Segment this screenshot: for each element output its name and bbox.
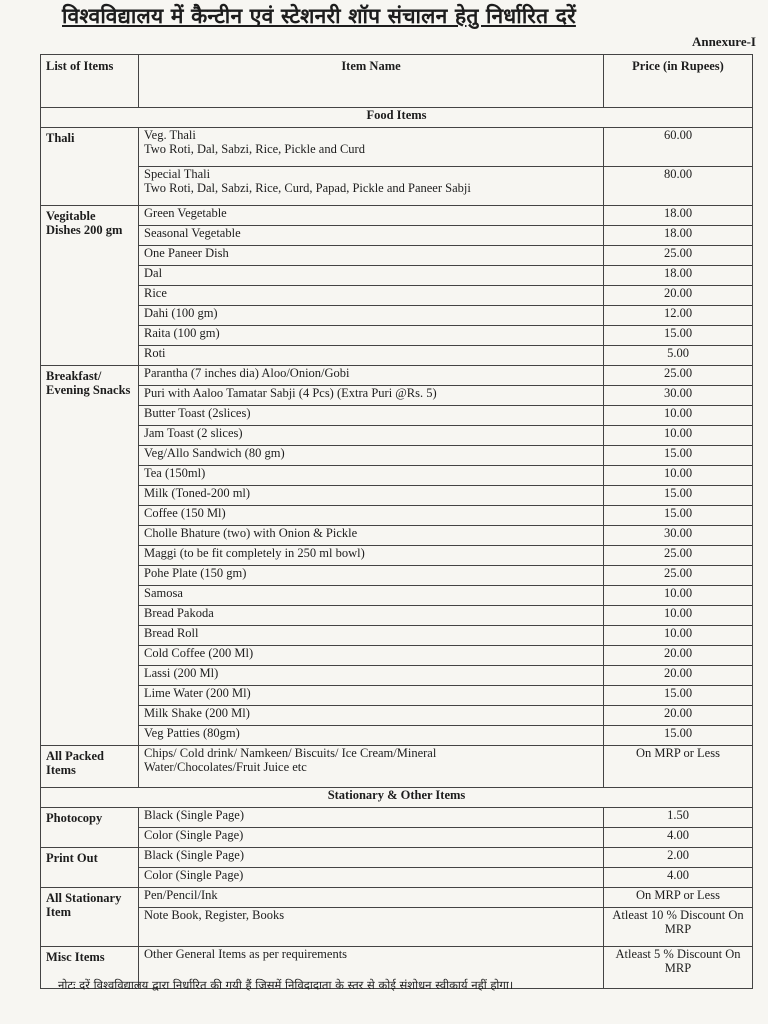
price-cell: 10.00 — [604, 606, 753, 626]
category-packed-items: All Packed Items — [41, 746, 139, 788]
table-row — [41, 426, 753, 446]
item-cell: Dal — [139, 266, 604, 286]
table-row — [41, 848, 753, 868]
item-cell: Maggi (to be fit completely in 250 ml bowl) — [139, 546, 604, 566]
table-row — [41, 406, 753, 426]
category-print-out: Print Out — [41, 848, 139, 888]
price-cell: 15.00 — [604, 446, 753, 466]
table-row — [41, 446, 753, 466]
price-cell: 15.00 — [604, 486, 753, 506]
item-cell: Cold Coffee (200 Ml) — [139, 646, 604, 666]
table-row — [41, 246, 753, 266]
price-cell: Atleast 5 % Discount On MRP — [604, 947, 753, 989]
item-cell: Other General Items as per requirements — [139, 947, 604, 989]
price-cell: On MRP or Less — [604, 746, 753, 788]
price-cell: 20.00 — [604, 706, 753, 726]
item-cell: Bread Pakoda — [139, 606, 604, 626]
table-row — [41, 128, 753, 167]
price-cell: 1.50 — [604, 808, 753, 828]
item-cell: Veg/Allo Sandwich (80 gm) — [139, 446, 604, 466]
table-row — [41, 206, 753, 226]
item-cell: Veg. Thali Two Roti, Dal, Sabzi, Rice, Pickle and Curd — [139, 128, 604, 167]
price-cell: 4.00 — [604, 828, 753, 848]
section-food-items: Food Items — [41, 108, 753, 128]
item-cell: Black (Single Page) — [139, 848, 604, 868]
table-row — [41, 346, 753, 366]
table-row — [41, 586, 753, 606]
price-cell: 20.00 — [604, 666, 753, 686]
price-cell: 5.00 — [604, 346, 753, 366]
price-cell: 18.00 — [604, 266, 753, 286]
price-cell: 25.00 — [604, 246, 753, 266]
price-cell: Atleast 10 % Discount On MRP — [604, 908, 753, 947]
category-misc: Misc Items — [41, 947, 139, 989]
table-row — [41, 286, 753, 306]
table-row — [41, 868, 753, 888]
item-cell: Roti — [139, 346, 604, 366]
item-cell: Raita (100 gm) — [139, 326, 604, 346]
category-thali: Thali — [41, 128, 139, 206]
item-cell: Green Vegetable — [139, 206, 604, 226]
price-cell: 20.00 — [604, 646, 753, 666]
price-cell: 10.00 — [604, 586, 753, 606]
table-row — [41, 386, 753, 406]
table-row — [41, 646, 753, 666]
table-row — [41, 486, 753, 506]
item-cell: Black (Single Page) — [139, 808, 604, 828]
item-cell: Tea (150ml) — [139, 466, 604, 486]
item-cell: Parantha (7 inches dia) Aloo/Onion/Gobi — [139, 366, 604, 386]
item-cell: Special Thali Two Roti, Dal, Sabzi, Rice, Curd, Papad, Pickle and Paneer Sabji — [139, 167, 604, 206]
category-breakfast-snacks: Breakfast/ Evening Snacks — [41, 366, 139, 746]
table-row — [41, 686, 753, 706]
price-cell: 15.00 — [604, 686, 753, 706]
price-cell: 60.00 — [604, 128, 753, 167]
price-cell: 25.00 — [604, 546, 753, 566]
price-cell: 4.00 — [604, 868, 753, 888]
price-cell: 20.00 — [604, 286, 753, 306]
table-row — [41, 626, 753, 646]
item-cell: Dahi (100 gm) — [139, 306, 604, 326]
table-row — [41, 566, 753, 586]
item-cell: Jam Toast (2 slices) — [139, 426, 604, 446]
item-cell: Lime Water (200 Ml) — [139, 686, 604, 706]
item-cell: Pen/Pencil/Ink — [139, 888, 604, 908]
table-row — [41, 746, 753, 788]
item-cell: Milk Shake (200 Ml) — [139, 706, 604, 726]
item-cell: Cholle Bhature (two) with Onion & Pickle — [139, 526, 604, 546]
table-row — [41, 726, 753, 746]
section-stationary-items: Stationary & Other Items — [41, 788, 753, 808]
price-cell: 10.00 — [604, 466, 753, 486]
price-cell: 80.00 — [604, 167, 753, 206]
item-cell: Rice — [139, 286, 604, 306]
price-cell: 10.00 — [604, 406, 753, 426]
item-cell: One Paneer Dish — [139, 246, 604, 266]
table-row — [41, 546, 753, 566]
header-price: Price (in Rupees) — [604, 55, 753, 108]
category-vegetable-dishes: Vegitable Dishes 200 gm — [41, 206, 139, 366]
table-row — [41, 908, 753, 947]
footnote: नोटः दरें विश्वविद्यालय द्वारा निर्धारित की गयी हैं जिसमें निविदादाता के स्तर से कोई संशोधन स्वीकार्य नहीं होगा। — [58, 978, 514, 992]
table-row — [41, 226, 753, 246]
table-row — [41, 167, 753, 206]
annexure-label: Annexure-I — [691, 34, 756, 49]
price-cell: 25.00 — [604, 366, 753, 386]
item-cell: Chips/ Cold drink/ Namkeen/ Biscuits/ Ice Cream/Mineral Water/Chocolates/Fruit Juice etc — [139, 746, 604, 788]
item-cell: Samosa — [139, 586, 604, 606]
price-cell: 2.00 — [604, 848, 753, 868]
price-cell: 25.00 — [604, 566, 753, 586]
category-photocopy: Photocopy — [41, 808, 139, 848]
table-row — [41, 666, 753, 686]
price-cell: 18.00 — [604, 206, 753, 226]
table-row — [41, 888, 753, 908]
price-cell: 30.00 — [604, 386, 753, 406]
price-cell: On MRP or Less — [604, 888, 753, 908]
price-cell: 18.00 — [604, 226, 753, 246]
table-row — [41, 828, 753, 848]
table-row — [41, 808, 753, 828]
item-cell: Lassi (200 Ml) — [139, 666, 604, 686]
category-stationary: All Stationary Item — [41, 888, 139, 947]
header-item-name: Item Name — [139, 55, 604, 108]
item-cell: Milk (Toned-200 ml) — [139, 486, 604, 506]
table-row — [41, 466, 753, 486]
document-title: विश्वविद्यालय में कैन्टीन एवं स्टेशनरी शॉप संचालन हेतु निर्धारित दरें — [62, 4, 576, 28]
table-row — [41, 306, 753, 326]
item-cell: Coffee (150 Ml) — [139, 506, 604, 526]
table-row — [41, 606, 753, 626]
item-cell: Veg Patties (80gm) — [139, 726, 604, 746]
table-row — [41, 326, 753, 346]
table-row — [41, 266, 753, 286]
header-list-of-items: List of Items — [41, 55, 139, 108]
table-row — [41, 526, 753, 546]
table-row — [41, 366, 753, 386]
item-cell: Pohe Plate (150 gm) — [139, 566, 604, 586]
table-row — [41, 706, 753, 726]
rates-table — [40, 54, 753, 989]
item-cell: Bread Roll — [139, 626, 604, 646]
price-cell: 10.00 — [604, 626, 753, 646]
item-cell: Butter Toast (2slices) — [139, 406, 604, 426]
price-cell: 12.00 — [604, 306, 753, 326]
table-row — [41, 506, 753, 526]
item-cell: Note Book, Register, Books — [139, 908, 604, 947]
price-cell: 30.00 — [604, 526, 753, 546]
price-cell: 15.00 — [604, 506, 753, 526]
item-cell: Seasonal Vegetable — [139, 226, 604, 246]
item-cell: Puri with Aaloo Tamatar Sabji (4 Pcs) (Extra Puri @Rs. 5) — [139, 386, 604, 406]
price-cell: 10.00 — [604, 426, 753, 446]
price-cell: 15.00 — [604, 726, 753, 746]
price-cell: 15.00 — [604, 326, 753, 346]
item-cell: Color (Single Page) — [139, 868, 604, 888]
item-cell: Color (Single Page) — [139, 828, 604, 848]
